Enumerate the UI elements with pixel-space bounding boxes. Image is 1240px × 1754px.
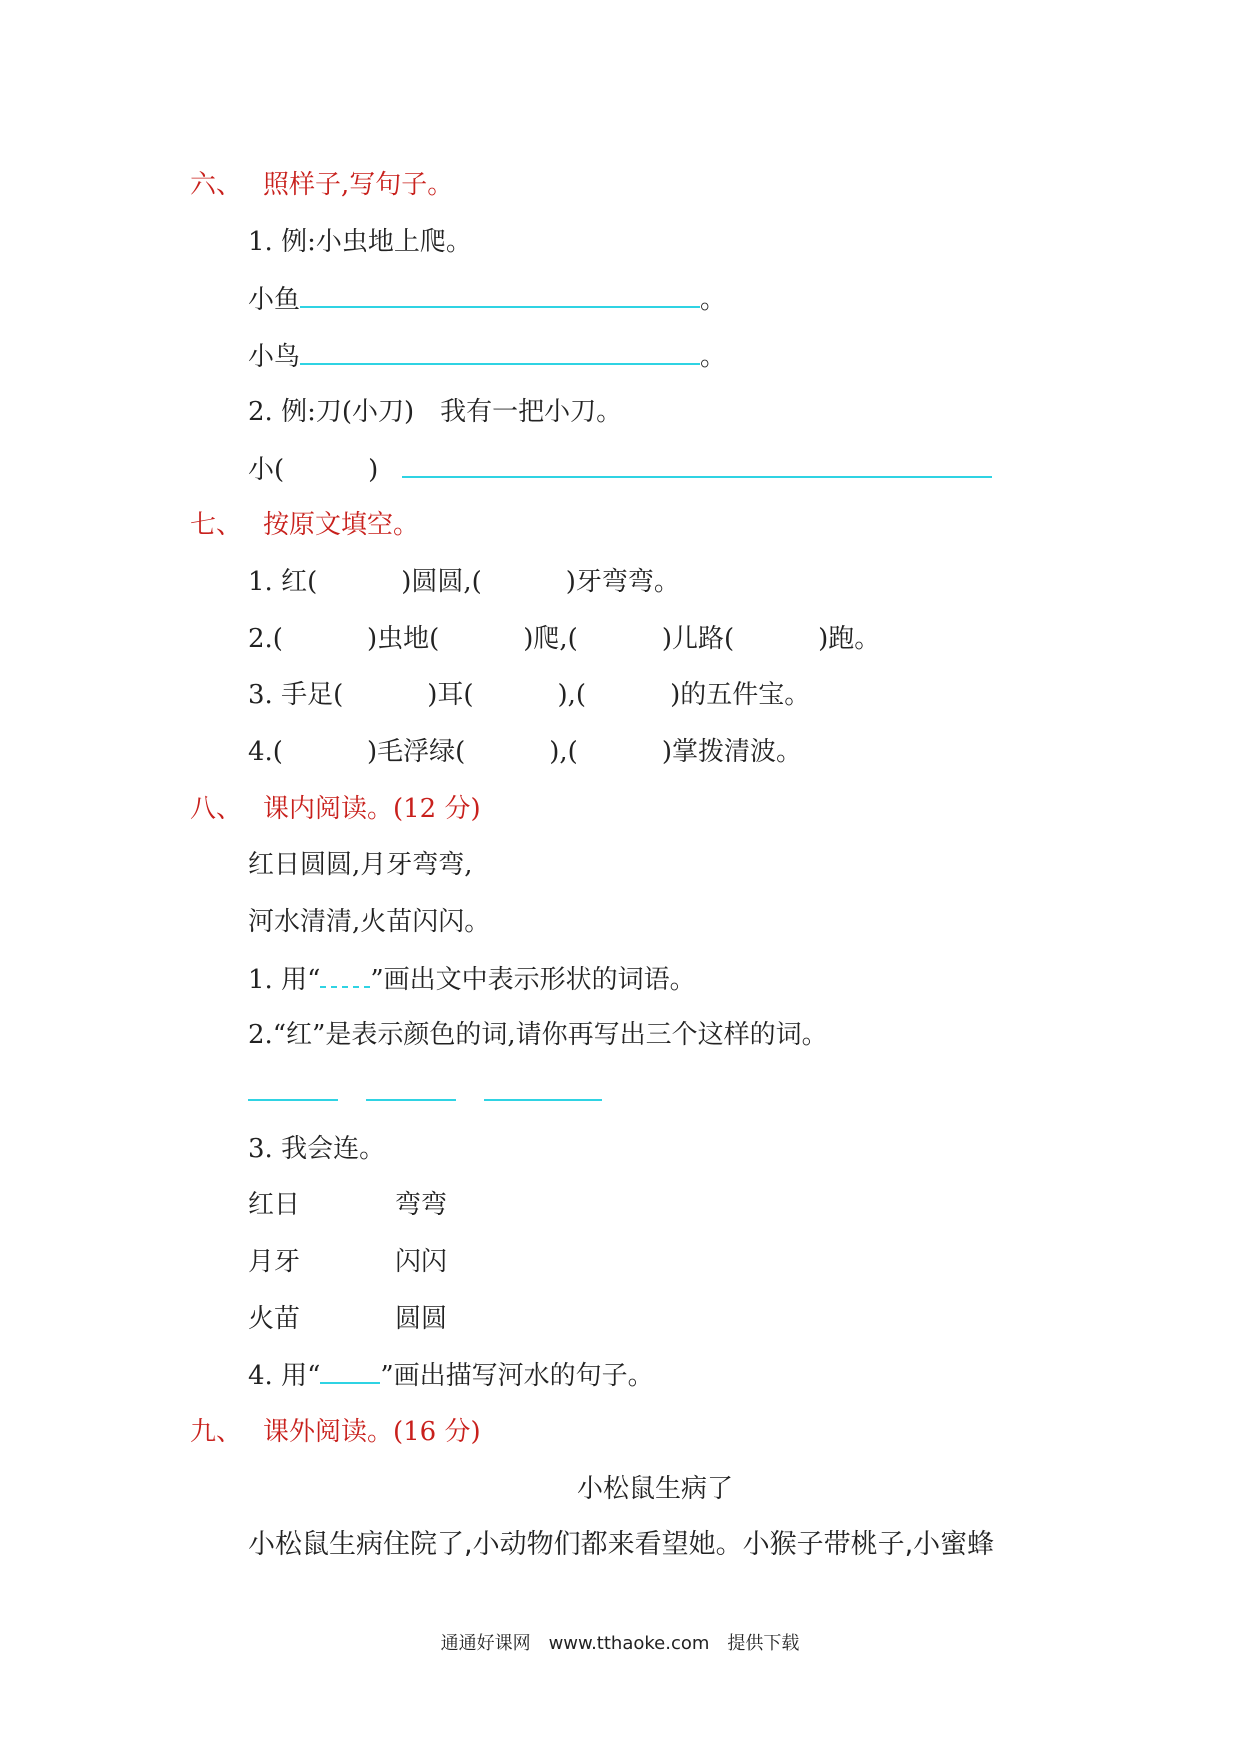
six-question-1: 1. 例:小虫地上爬。 xyxy=(248,227,472,257)
color-word-blank-3[interactable] xyxy=(484,1075,602,1101)
eight-question-3: 3. 我会连。 xyxy=(248,1134,386,1164)
text-segment: 1. 红( xyxy=(248,567,318,597)
section-title: 按原文填空。 xyxy=(263,510,420,540)
text-segment: )的五件宝。 xyxy=(670,680,811,710)
match-right-item[interactable]: 弯弯 xyxy=(395,1190,448,1220)
text-segment: )毛浮绿( xyxy=(366,737,466,767)
text-segment: )掌拨清波。 xyxy=(661,737,802,767)
story-paragraph: 小松鼠生病住院了,小动物们都来看望她。小猴子带桃子,小蜜蜂 xyxy=(248,1529,995,1560)
text-segment: )牙弯弯。 xyxy=(565,567,680,597)
six-small-line xyxy=(248,452,992,487)
match-left-item[interactable]: 火苗 xyxy=(248,1304,301,1334)
six-bird-line xyxy=(248,339,726,374)
small-sentence-blank[interactable] xyxy=(402,452,992,478)
text-segment: 3. 手足( xyxy=(248,680,344,710)
period: 。 xyxy=(700,342,727,372)
section-title: 课外阅读。(16 分) xyxy=(263,1417,481,1447)
dashed-line-sample xyxy=(320,962,370,988)
fish-label: 小鱼 xyxy=(248,285,301,315)
text-segment: )虫地( xyxy=(366,624,440,654)
solid-line-sample xyxy=(320,1358,380,1384)
section-number: 九、 xyxy=(190,1417,243,1447)
period: 。 xyxy=(700,285,727,315)
eight-question-4 xyxy=(248,1358,654,1393)
text-segment: ),( xyxy=(549,737,578,767)
text-segment: )爬,( xyxy=(523,624,578,654)
match-right-item[interactable]: 闪闪 xyxy=(395,1247,448,1277)
seven-question-2 xyxy=(248,622,880,656)
story-title: 小松鼠生病了 xyxy=(576,1474,733,1504)
small-suffix: ) xyxy=(368,455,379,485)
text-segment: ”画出文中表示形状的词语。 xyxy=(370,965,696,995)
six-question-2: 2. 例:刀(小刀) 我有一把小刀。 xyxy=(248,397,623,427)
text-segment: )耳( xyxy=(427,680,474,710)
poem-line-2: 河水清清,火苗闪闪。 xyxy=(248,907,491,937)
text-segment: )儿路( xyxy=(661,624,735,654)
section-title: 课内阅读。(12 分) xyxy=(263,794,481,824)
text-segment: 4. 用“ xyxy=(248,1361,321,1391)
section-seven-heading xyxy=(190,508,419,542)
text-segment: 4.( xyxy=(248,737,283,767)
bird-answer-blank[interactable] xyxy=(300,339,700,365)
text-segment: 2.( xyxy=(248,624,283,654)
color-word-blanks xyxy=(248,1075,602,1110)
small-prefix: 小( xyxy=(248,455,285,485)
section-nine-heading xyxy=(190,1415,481,1449)
match-left-item[interactable]: 红日 xyxy=(248,1190,301,1220)
footer-credit: 通通好课网 www.tthaoke.com 提供下载 xyxy=(440,1633,800,1654)
bird-label: 小鸟 xyxy=(248,342,301,372)
color-word-blank-2[interactable] xyxy=(366,1075,456,1101)
six-fish-line xyxy=(248,282,726,317)
text-segment: )跑。 xyxy=(818,624,881,654)
text-segment: 1. 用“ xyxy=(248,965,321,995)
section-number: 七、 xyxy=(190,510,243,540)
section-number: 六、 xyxy=(190,170,243,200)
section-six-heading xyxy=(190,168,453,202)
text-segment: ”画出描写河水的句子。 xyxy=(380,1361,654,1391)
text-segment: )圆圆,( xyxy=(401,567,482,597)
color-word-blank-1[interactable] xyxy=(248,1075,338,1101)
text-segment: ),( xyxy=(557,680,587,710)
match-left-item[interactable]: 月牙 xyxy=(248,1247,301,1277)
seven-question-3 xyxy=(248,678,810,712)
fish-answer-blank[interactable] xyxy=(300,282,700,308)
section-eight-heading xyxy=(190,792,481,826)
eight-question-1 xyxy=(248,962,696,997)
eight-question-2: 2.“红”是表示颜色的词,请你再写出三个这样的词。 xyxy=(248,1020,828,1050)
match-right-item[interactable]: 圆圆 xyxy=(395,1304,448,1334)
section-title: 照样子,写句子。 xyxy=(263,170,454,200)
section-number: 八、 xyxy=(190,794,243,824)
poem-line-1: 红日圆圆,月牙弯弯, xyxy=(248,850,473,880)
seven-question-4 xyxy=(248,735,802,769)
seven-question-1 xyxy=(248,565,680,599)
